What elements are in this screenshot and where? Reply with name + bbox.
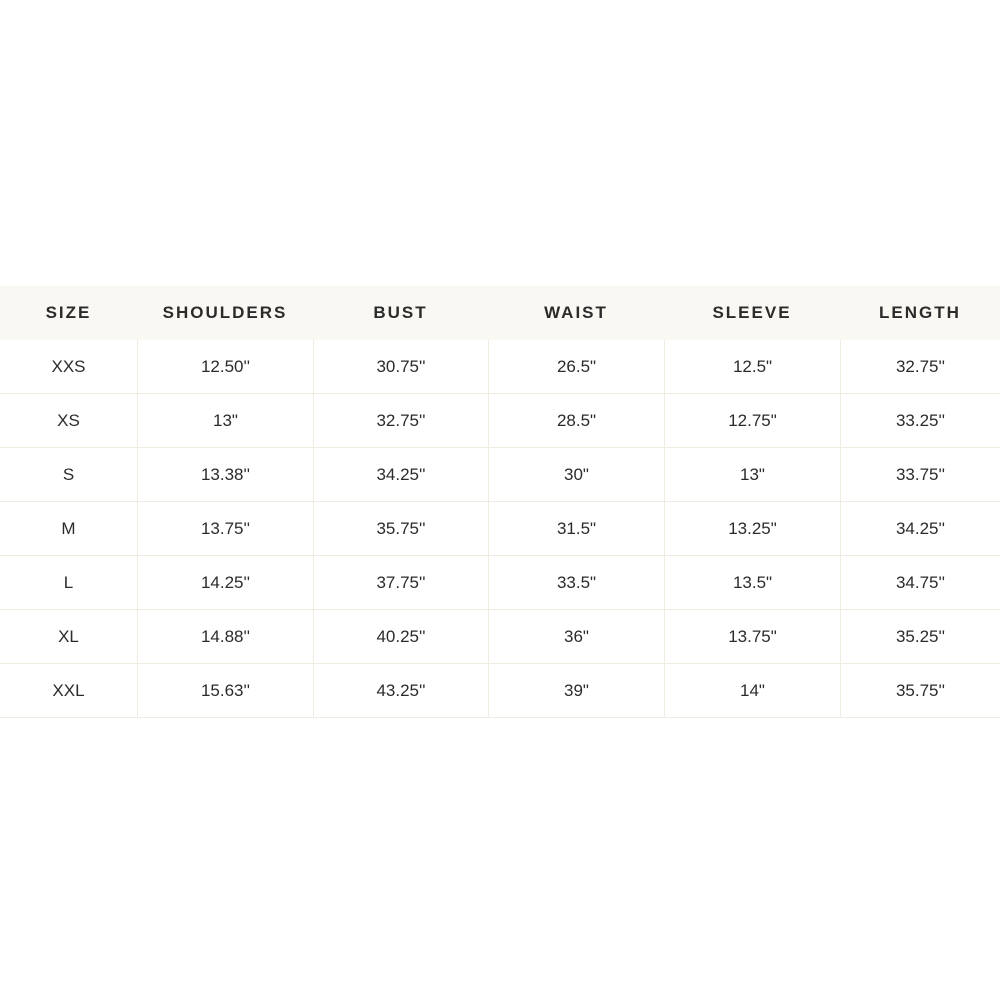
shoulders-cell: 13" — [137, 394, 313, 447]
bust-cell: 32.75'' — [313, 394, 488, 447]
size-cell: XXS — [51, 356, 86, 376]
size-cell: L — [63, 572, 74, 592]
shoulders-cell: 14.88'' — [137, 610, 313, 663]
shoulders-cell: 13.75'' — [137, 502, 313, 555]
table-row — [0, 610, 1000, 664]
header-shoulders: SHOULDERS — [162, 303, 288, 322]
table-row — [0, 664, 1000, 718]
waist-cell: 36" — [488, 610, 664, 663]
size-cell: XXL — [52, 680, 85, 700]
sleeve-cell: 14" — [664, 664, 840, 717]
size-cell: XL — [58, 626, 79, 646]
table-row — [0, 502, 1000, 556]
table-row — [0, 340, 1000, 394]
size-cell: XS — [57, 410, 80, 430]
waist-cell: 28.5" — [488, 394, 664, 447]
length-cell: 33.25'' — [840, 394, 1000, 447]
waist-cell: 39" — [488, 664, 664, 717]
waist-cell: 31.5" — [488, 502, 664, 555]
header-length: LENGTH — [879, 303, 961, 322]
sleeve-cell: 13.25" — [664, 502, 840, 555]
header-sleeve: SLEEVE — [712, 303, 792, 322]
table-row — [0, 448, 1000, 502]
sleeve-cell: 13.5" — [664, 556, 840, 609]
bust-cell: 35.75'' — [313, 502, 488, 555]
shoulders-cell: 12.50'' — [137, 340, 313, 393]
shoulders-cell: 15.63'' — [137, 664, 313, 717]
length-cell: 35.75'' — [840, 664, 1000, 717]
shoulders-cell: 14.25'' — [137, 556, 313, 609]
table-row — [0, 394, 1000, 448]
waist-cell: 30" — [488, 448, 664, 501]
bust-cell: 43.25'' — [313, 664, 488, 717]
size-chart-table — [0, 286, 1000, 718]
sleeve-cell: 13.75" — [664, 610, 840, 663]
length-cell: 33.75'' — [840, 448, 1000, 501]
sleeve-cell: 12.5" — [664, 340, 840, 393]
shoulders-cell: 13.38'' — [137, 448, 313, 501]
length-cell: 34.25'' — [840, 502, 1000, 555]
header-size: SIZE — [45, 303, 92, 322]
waist-cell: 26.5" — [488, 340, 664, 393]
waist-cell: 33.5" — [488, 556, 664, 609]
size-cell: S — [62, 464, 75, 484]
bust-cell: 40.25'' — [313, 610, 488, 663]
length-cell: 32.75'' — [840, 340, 1000, 393]
bust-cell: 34.25'' — [313, 448, 488, 501]
table-header-row — [0, 286, 1000, 340]
sleeve-cell: 12.75" — [664, 394, 840, 447]
sleeve-cell: 13" — [664, 448, 840, 501]
header-bust: BUST — [373, 303, 428, 322]
table-row — [0, 556, 1000, 610]
size-cell: M — [61, 518, 76, 538]
bust-cell: 30.75'' — [313, 340, 488, 393]
length-cell: 35.25'' — [840, 610, 1000, 663]
bust-cell: 37.75'' — [313, 556, 488, 609]
header-waist: WAIST — [544, 303, 608, 322]
length-cell: 34.75'' — [840, 556, 1000, 609]
